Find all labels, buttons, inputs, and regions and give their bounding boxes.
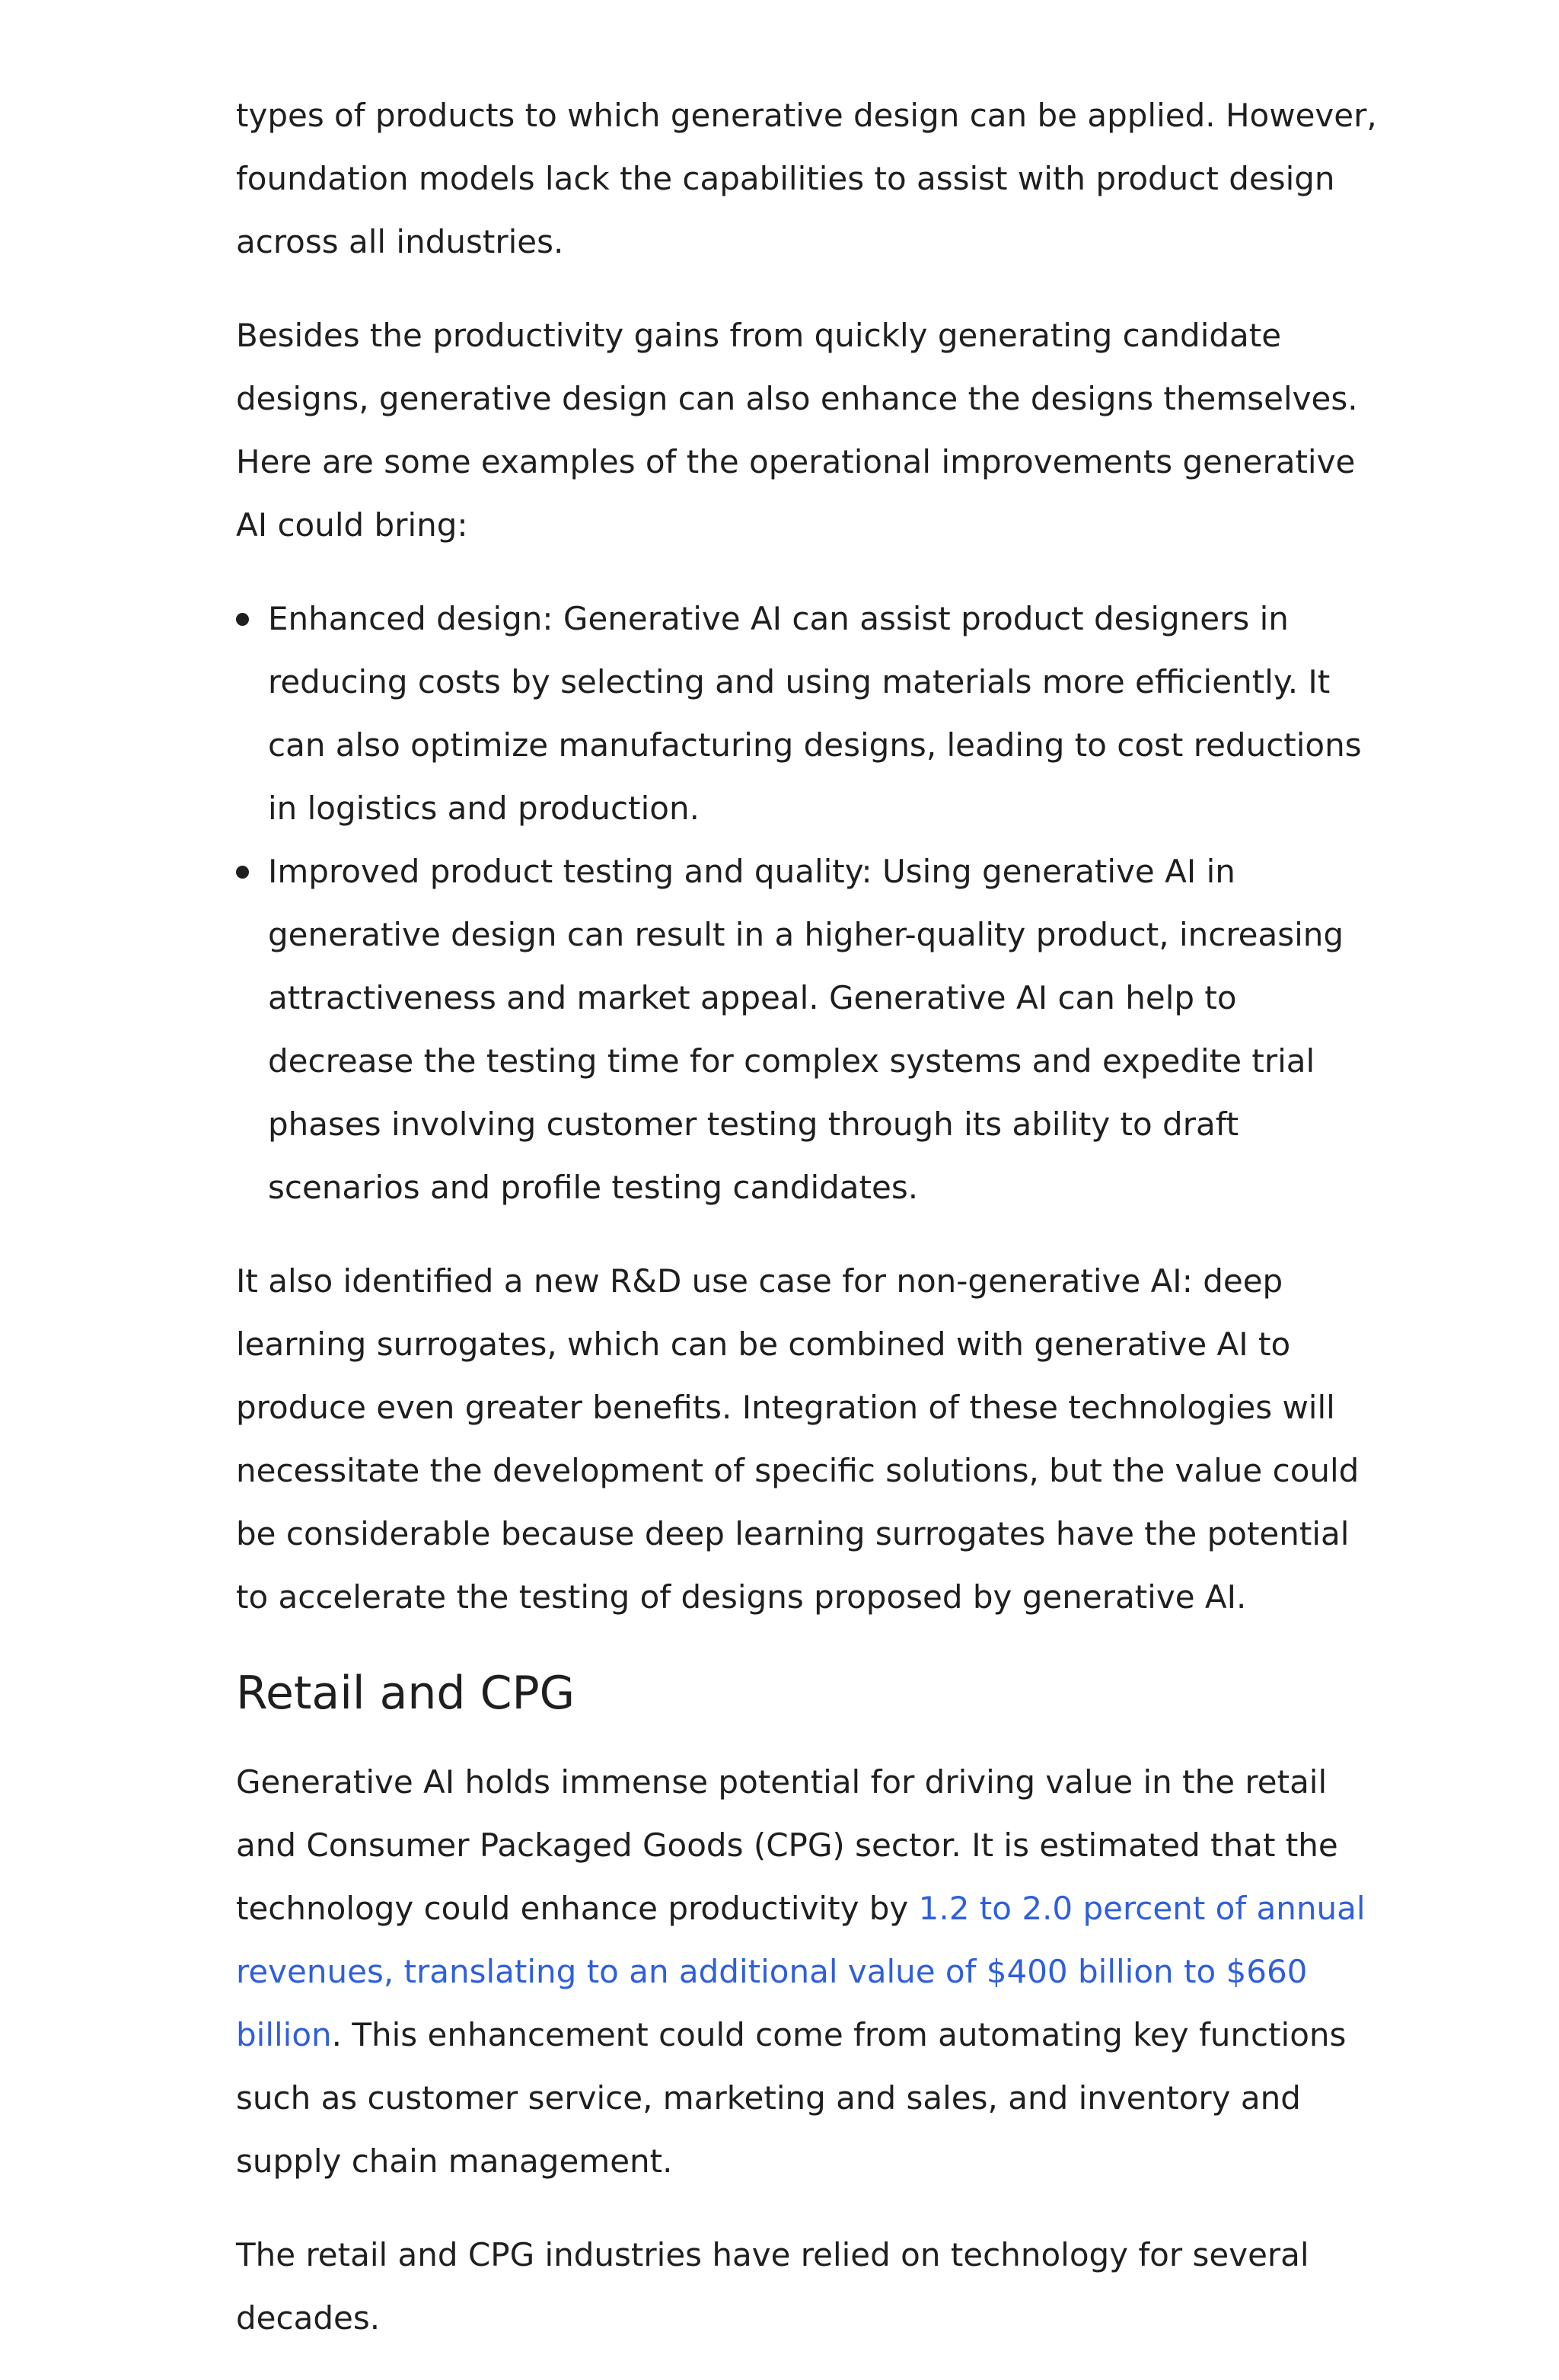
paragraph-productivity-gains: Besides the productivity gains from quickly generating candidate designs, generative design can also enhance the designs themselves. Here are some examples of the operational improvements generative AI could bring: <box>236 317 1358 544</box>
section-heading-retail-cpg: Retail and CPG <box>236 1667 575 1720</box>
list-item <box>236 587 1378 840</box>
paragraph-retail-potential <box>236 1750 1378 2193</box>
retail-text-before-link: Generative AI holds immense potential for driving value in the retail and Consumer Packaged Goods (CPG) sector. It is estimated that the technology could enhance productivity by <box>236 1763 1338 1927</box>
paragraph-retail-technology: The retail and CPG industries have relied on technology for several decades. <box>236 2236 1309 2337</box>
productivity-estimate-link[interactable]: 1.2 to 2.0 percent of annual revenues, translating to an additional value of $400 billion to $660 billion <box>236 1890 1366 2053</box>
article-body <box>236 84 1378 2380</box>
list-item-text: Enhanced design: Generative AI can assist product designers in reducing costs by selecting and using materials more efficiently. It can also optimize manufacturing designs, leading to cost reductions in logistics and production. <box>268 600 1362 827</box>
list-item-text: Improved product testing and quality: Using generative AI in generative design can result in a higher-quality product, increasing attractiveness and market appeal. Generative AI can help to decrease the testing time for complex systems and expedite trial phases involving customer testing through its ability to draft scenarios and profile testing candidates. <box>268 853 1344 1206</box>
list-item <box>236 840 1378 1219</box>
bullet-icon <box>236 613 249 626</box>
retail-text-after-link: . This enhancement could come from automating key functions such as customer service, marketing and sales, and inventory and supply chain management. <box>236 2016 1347 2180</box>
paragraph-deep-learning-surrogates: It also identified a new R&D use case for non-generative AI: deep learning surrogates, which can be combined with generative AI to produce even greater benefits. Integration of these technologies will necessitate the development of specific solutions, but the value could be considerable because deep learning surrogates have the potential to accelerate the testing of designs proposed by generative AI. <box>236 1262 1360 1616</box>
paragraph-product-types: types of products to which generative design can be applied. However, foundation models lack the capabilities to assist with product design across all industries. <box>236 97 1377 260</box>
improvements-list <box>236 587 1378 1219</box>
bullet-icon <box>236 866 249 879</box>
